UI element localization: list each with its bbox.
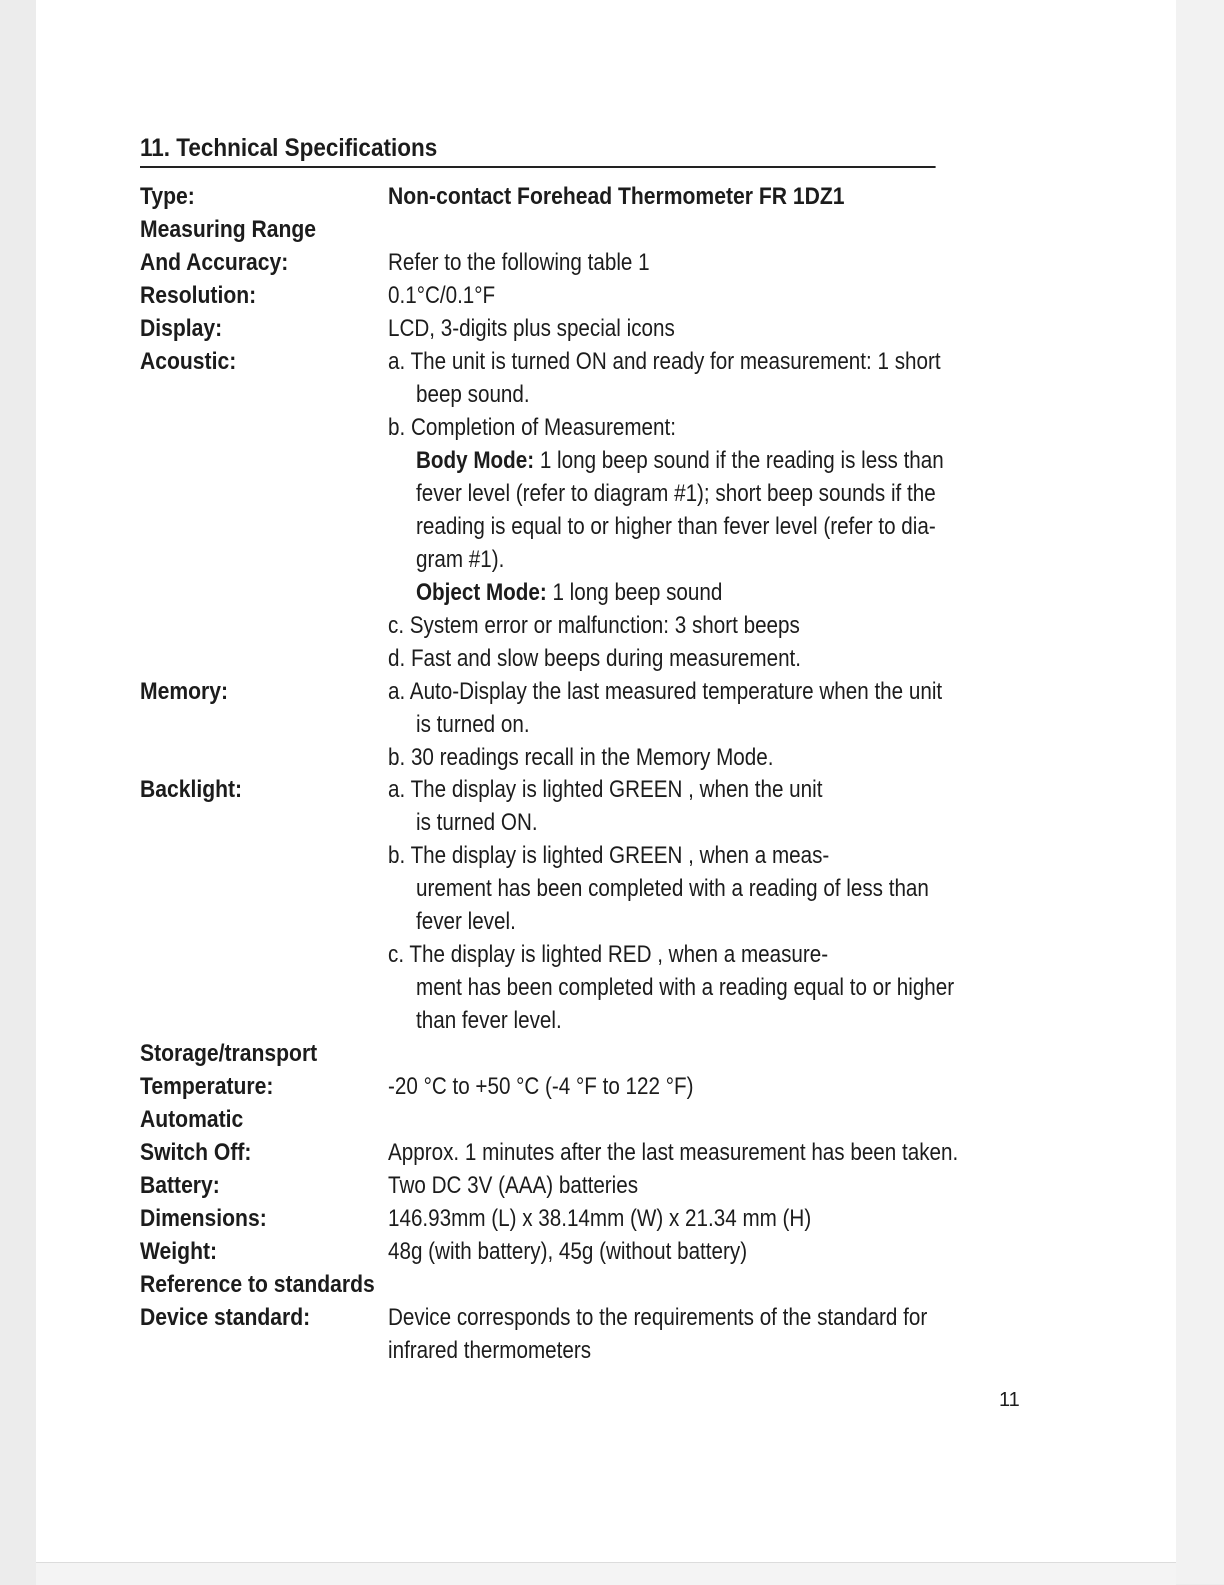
dimensions-label: Dimensions: — [140, 1205, 267, 1232]
type-label: Type: — [140, 183, 195, 210]
backlight-item-b-cont-2: fever level. — [416, 908, 516, 935]
weight-value: 48g (with battery), 45g (without battery) — [388, 1238, 748, 1265]
automatic-label: Automatic — [140, 1106, 244, 1133]
backlight-item-a-cont: is turned ON. — [416, 809, 538, 836]
backlight-item-b: b. The display is lighted GREEN , when a meas- — [388, 842, 830, 869]
object-mode-text: 1 long beep sound — [546, 579, 723, 606]
backlight-item-a: a. The display is lighted GREEN , when the unit — [388, 776, 823, 803]
temperature-label: Temperature: — [140, 1073, 274, 1100]
backlight-item-b-cont: urement has been completed with a reading of less than — [416, 875, 929, 902]
resolution-label: Resolution: — [140, 282, 257, 309]
scan-margin-right — [1176, 0, 1224, 1584]
page-number: 11 — [999, 1389, 1020, 1411]
measuring-range-label: Measuring Range — [140, 216, 317, 243]
acoustic-item-a: a. The unit is turned ON and ready for measurement: 1 short — [388, 348, 941, 375]
acoustic-item-c: c. System error or malfunction: 3 short beeps — [388, 612, 800, 639]
dimensions-value: 146.93mm (L) x 38.14mm (W) x 21.34 mm (H) — [388, 1205, 812, 1232]
body-mode-text-4: gram #1). — [416, 546, 505, 573]
battery-value: Two DC 3V (AAA) batteries — [388, 1172, 639, 1199]
body-mode-text-3: reading is equal to or higher than fever level (refer to dia- — [416, 513, 936, 540]
scan-margin-bottom — [36, 1562, 1176, 1585]
object-mode-label: Object Mode: — [416, 579, 547, 606]
device-standard-label: Device standard: — [140, 1304, 311, 1331]
accuracy-label: And Accuracy: — [140, 249, 289, 276]
backlight-label: Backlight: — [140, 776, 243, 803]
measuring-range-value: Refer to the following table 1 — [388, 249, 650, 276]
memory-item-a: a. Auto-Display the last measured temperature when the unit — [388, 678, 943, 705]
acoustic-label: Acoustic: — [140, 348, 237, 375]
memory-label: Memory: — [140, 678, 229, 705]
device-standard-value: Device corresponds to the requirements of the standard for — [388, 1304, 928, 1331]
memory-item-a-cont: is turned on. — [416, 711, 530, 738]
object-mode-line — [416, 576, 722, 609]
storage-temperature-value: -20 °C to +50 °C (-4 °F to 122 °F) — [388, 1073, 694, 1100]
body-mode-label: Body Mode: — [416, 447, 535, 474]
backlight-item-c-cont-2: than fever level. — [416, 1007, 562, 1034]
acoustic-item-b: b. Completion of Measurement: — [388, 414, 676, 441]
display-value: LCD, 3-digits plus special icons — [388, 315, 675, 342]
device-standard-value-cont: infrared thermometers — [388, 1337, 592, 1364]
body-mode-line — [416, 444, 944, 477]
backlight-item-c-cont: ment has been completed with a reading equal to or higher — [416, 974, 955, 1001]
body-mode-text-2: fever level (refer to diagram #1); short beep sounds if the — [416, 480, 936, 507]
acoustic-item-d: d. Fast and slow beeps during measurement. — [388, 645, 802, 672]
resolution-value: 0.1°C/0.1°F — [388, 282, 496, 309]
display-label: Display: — [140, 315, 223, 342]
switch-off-value: Approx. 1 minutes after the last measurement has been taken. — [388, 1139, 959, 1166]
type-value: Non-contact Forehead Thermometer FR 1DZ1 — [388, 183, 845, 210]
backlight-item-c: c. The display is lighted RED , when a measure- — [388, 941, 829, 968]
switch-off-label: Switch Off: — [140, 1139, 252, 1166]
memory-item-b: b. 30 readings recall in the Memory Mode. — [388, 744, 774, 771]
document-page — [36, 0, 1176, 1562]
reference-standards-label: Reference to standards — [140, 1271, 375, 1298]
acoustic-item-a-cont: beep sound. — [416, 381, 530, 408]
body-mode-text: 1 long beep sound if the reading is less than — [534, 447, 944, 474]
weight-label: Weight: — [140, 1238, 218, 1265]
section-heading: 11. Technical Specifications — [140, 132, 936, 168]
battery-label: Battery: — [140, 1172, 220, 1199]
storage-label: Storage/transport — [140, 1040, 318, 1067]
